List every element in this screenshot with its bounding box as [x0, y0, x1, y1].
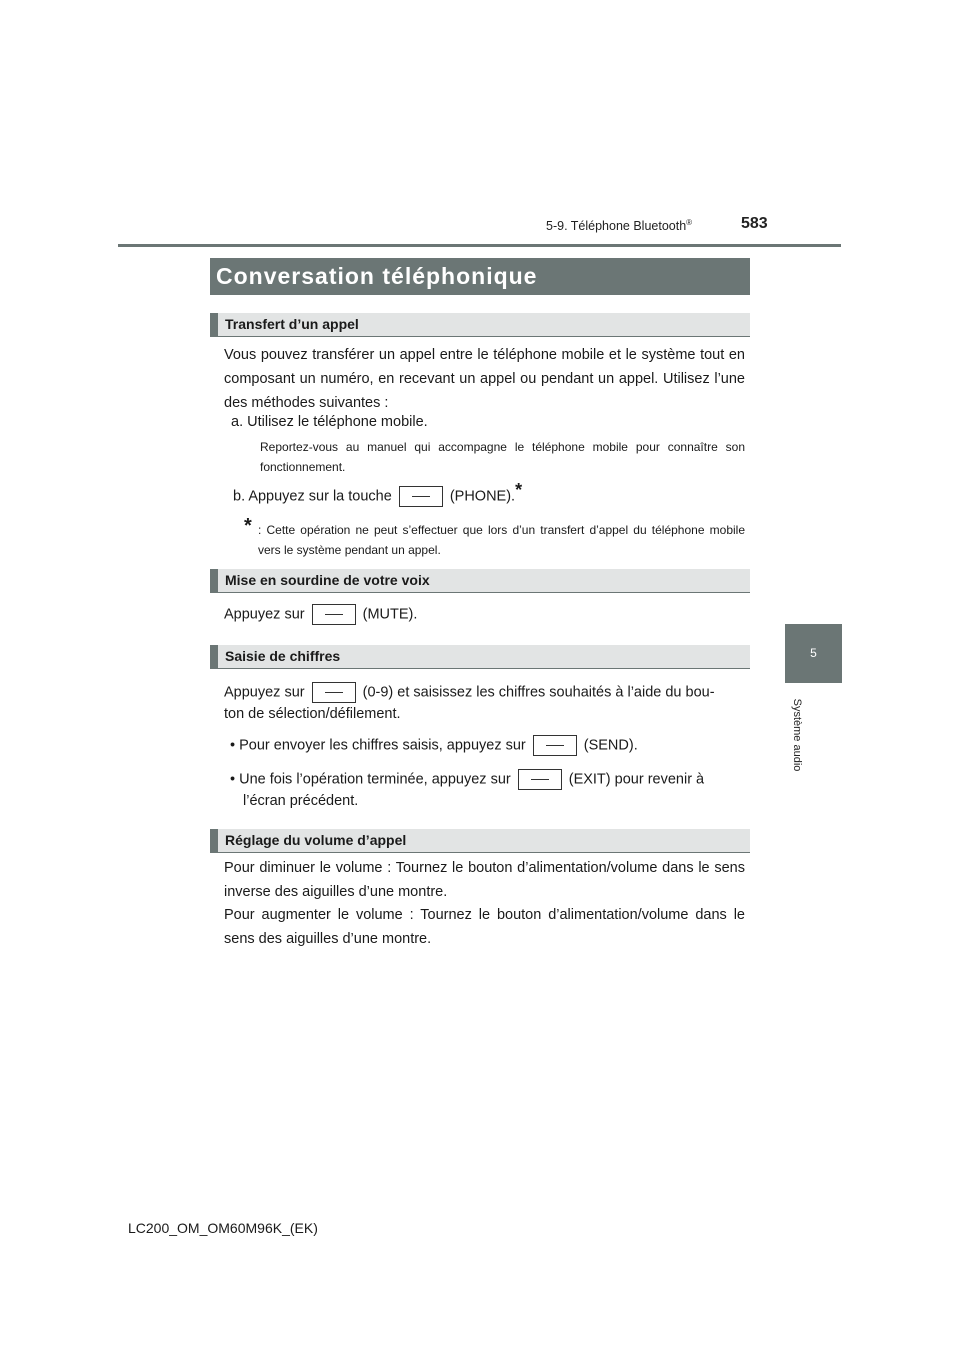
- subheading-transfer: [210, 313, 750, 337]
- digit-button-icon: [312, 682, 356, 703]
- page-number: 583: [741, 215, 768, 232]
- digits-text: Appuyez sur: [224, 684, 305, 701]
- mute-button-icon: [312, 604, 356, 625]
- section-title: Conversation téléphonique: [216, 263, 538, 289]
- chapter-label-text: Système audio: [791, 698, 803, 772]
- document-code: LC200_OM_OM60M96K_(EK): [128, 1220, 318, 1236]
- mute-text: Appuyez sur: [224, 606, 305, 623]
- bullet-exit-text-after: (EXIT) pour revenir à: [568, 771, 705, 788]
- running-header: [546, 218, 692, 233]
- bullet-send: [230, 735, 638, 756]
- bullet-exit-text: • Une fois l’opération terminée, appuyez sur: [230, 771, 511, 788]
- transfer-intro: Vous pouvez transférer un appel entre le téléphone mobile et le système tout en composant un numéro, en recevant un appel ou pendant un appel. Utilisez l’une des méthodes suivantes :: [224, 347, 745, 411]
- mute-text-after: (MUTE).: [362, 606, 418, 623]
- volume-decrease: Pour diminuer le volume : Tournez le bouton d’alimentation/volume dans le sens inverse des aiguilles d’une montre.: [224, 860, 745, 900]
- chapter-tab: 5: [785, 624, 842, 683]
- section-title-bar: [210, 258, 750, 295]
- bullet-exit: [230, 769, 704, 790]
- option-b-text-after: (PHONE).: [449, 488, 516, 505]
- registered-mark: ®: [686, 218, 693, 227]
- footnote-mark: *: [244, 515, 252, 537]
- digits-text-after: (0-9) et saisissez les chiffres souhaités à l’aide du bou-: [362, 684, 715, 701]
- subheading-digits: [210, 645, 750, 669]
- subheading-mute-text: Mise en sourdine de votre voix: [225, 572, 430, 588]
- subheading-volume: [210, 829, 750, 853]
- bullet-send-text-after: (SEND).: [583, 737, 638, 754]
- option-a-note: Reportez-vous au manuel qui accompagne le téléphone mobile pour connaître son fonctionnement.: [260, 440, 745, 474]
- running-header-text: 5-9. Téléphone Bluetooth: [546, 219, 687, 234]
- option-b: [233, 480, 523, 507]
- phone-button-icon: [399, 486, 443, 507]
- bullet-send-text: • Pour envoyer les chiffres saisis, appuyez sur: [230, 737, 526, 754]
- header-rule: [118, 244, 841, 247]
- volume-increase: Pour augmenter le volume : Tournez le bouton d’alimentation/volume dans le sens des aiguilles d’une montre.: [224, 907, 745, 947]
- chapter-label: [787, 690, 807, 780]
- subheading-digits-text: Saisie de chiffres: [225, 648, 341, 664]
- option-a: a. Utilisez le téléphone mobile.: [231, 414, 428, 430]
- digits-line2: ton de sélection/défilement.: [224, 706, 401, 722]
- exit-button-icon: [518, 769, 562, 790]
- footnote-star: *: [515, 480, 523, 500]
- subheading-volume-text: Réglage du volume d’appel: [225, 832, 407, 848]
- subheading-transfer-text: Transfert d’un appel: [225, 316, 359, 332]
- footnote-text: : Cette opération ne peut s’effectuer que lors d’un transfert d’appel du téléphone mobile vers le système pendant un appel.: [258, 523, 745, 557]
- bullet-exit-line2: l’écran précédent.: [243, 793, 359, 809]
- send-button-icon: [533, 735, 577, 756]
- subheading-mute: [210, 569, 750, 593]
- mute-instruction: [224, 604, 417, 625]
- option-b-text: b. Appuyez sur la touche: [233, 488, 392, 505]
- digits-line1: [224, 682, 715, 703]
